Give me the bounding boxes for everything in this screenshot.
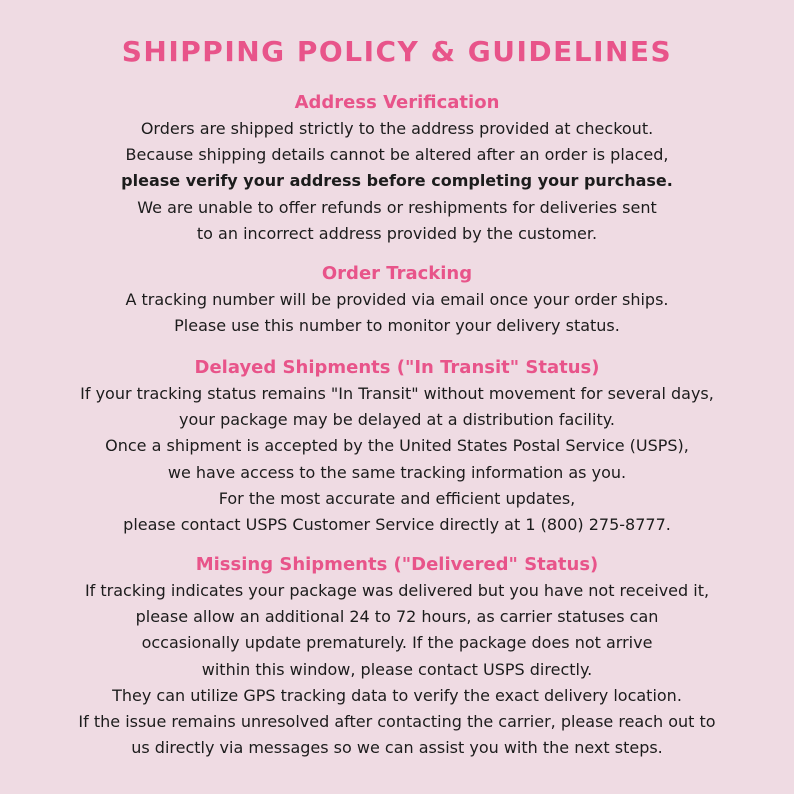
section-order-tracking [0,261,794,339]
section-heading: Delayed Shipments ("In Transit" Status) [194,357,600,378]
section-delayed-shipments [0,355,794,538]
section-line: please contact USPS Customer Service directly at 1 (800) 275-8777. [123,515,671,535]
section-line: If your tracking status remains "In Transit" without movement for several days, [80,384,714,403]
section-line: They can utilize GPS tracking data to verify the exact delivery location. [112,685,682,705]
section-line: Once a shipment is accepted by the United States Postal Service (USPS), [105,436,689,456]
section-line: If tracking indicates your package was delivered but you have not received it, [84,581,710,600]
section-line: If the issue remains unresolved after contacting the carrier, please reach out to [78,712,716,732]
section-heading: Missing Shipments ("Delivered" Status) [195,554,599,575]
section-line: Orders are shipped strictly to the address provided at checkout. [140,119,654,138]
section-address-verification [0,90,794,247]
section-heading: Order Tracking [321,263,473,284]
section-line: We are unable to offer refunds or reshipments for deliveries sent [137,197,657,217]
section-missing-shipments [0,552,794,761]
section-line-emphasis: please verify your address before completing your purchase. [121,171,673,191]
section-line: occasionally update prematurely. If the package does not arrive [141,633,653,653]
section-line: Because shipping details cannot be altered after an order is placed, [125,145,669,165]
page-title: SHIPPING POLICY & GUIDELINES [121,35,673,68]
section-line: to an incorrect address provided by the customer. [196,223,598,243]
section-line: your package may be delayed at a distribution facility. [179,410,615,430]
section-line: Please use this number to monitor your delivery status. [174,316,620,336]
section-line: we have access to the same tracking information as you. [167,462,627,482]
section-line: please allow an additional 24 to 72 hours, as carrier statuses can [135,607,659,627]
section-line: A tracking number will be provided via email once your order ships. [125,290,669,309]
section-line: within this window, please contact USPS directly. [201,659,593,679]
section-line: For the most accurate and efficient updates, [218,488,576,508]
section-heading: Address Verification [294,92,500,113]
section-line: us directly via messages so we can assist you with the next steps. [131,738,663,758]
